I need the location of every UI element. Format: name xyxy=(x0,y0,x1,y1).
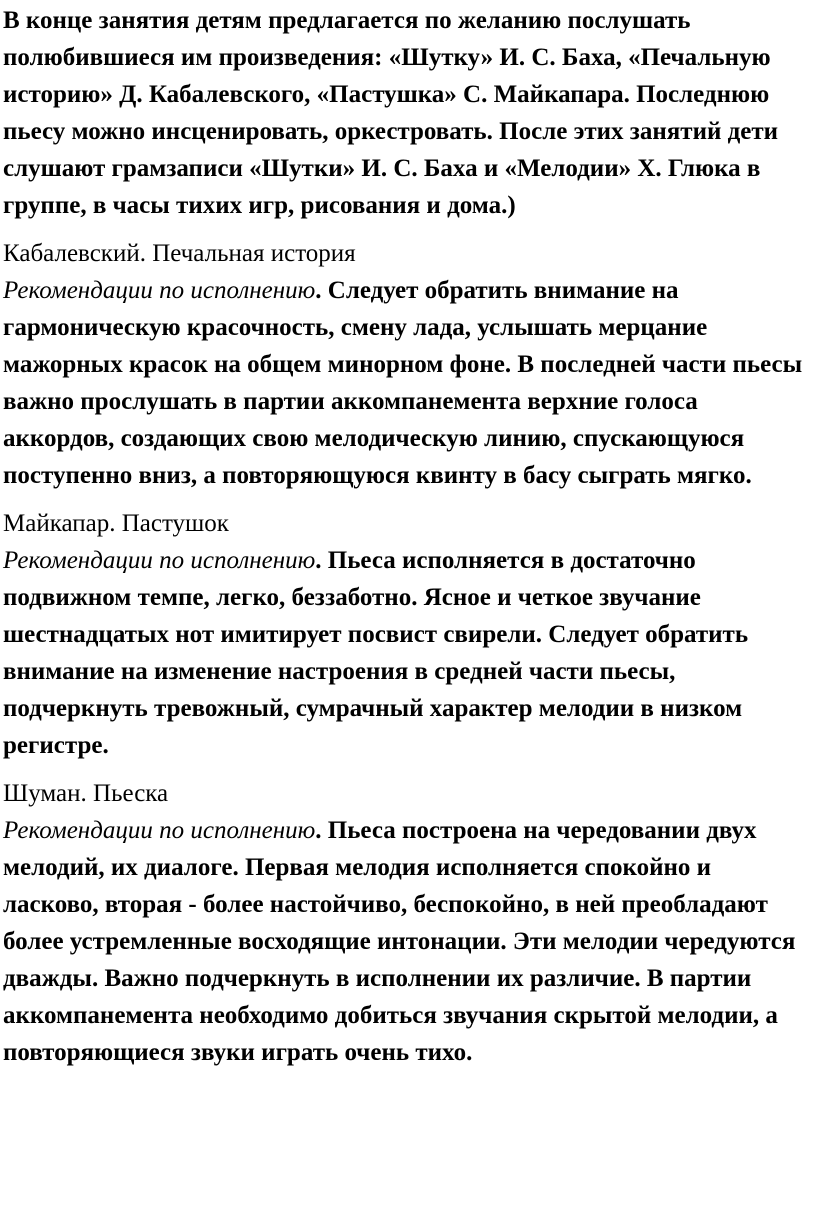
document-page xyxy=(3,2,809,1082)
section-title: Майкапар. Пастушок xyxy=(3,510,229,537)
section-title: Шуман. Пьеска xyxy=(3,780,169,807)
section-text: . Следует обратить внимание на гармоническую красочность, смену лада, услышать мерцание мажорных красок на общем минорном фоне. В последней части пьесы важно прослушать в партии аккомпанемента верхние голоса аккордов, создающих свою мелодическую линию, спускающуюся поступенно вниз, а повторяющуюся квинту в басу сыграть мягко. xyxy=(3,277,803,489)
section-text: . Пьеса исполняется в достаточно подвижном темпе, легко, беззаботно. Ясное и четкое звучание шестнадцатых нот имитирует посвист свирели. Следует обратить внимание на изменение настроения в средней части пьесы, подчеркнуть тревожный, сумрачный характер мелодии в низком регистре. xyxy=(3,547,749,759)
section-kabalevsky xyxy=(3,235,809,494)
intro-paragraph: В конце занятия детям предлагается по желанию послушать полюбившиеся им произведения: «Шутку» И. С. Баха, «Печальную историю» Д. Кабалевского, «Пастушка» С. Майкапара. Последнюю пьесу можно инсценировать, оркестровать. После этих занятий дети слушают грамзаписи «Шутки» И. С. Баха и «Мелодии» Х. Глюка в группе, в часы тихих игр, рисования и дома.) xyxy=(3,7,779,219)
recommendation-label: Рекомендации по исполнению xyxy=(3,277,316,304)
section-title: Кабалевский. Печальная история xyxy=(3,240,356,267)
section-schumann xyxy=(3,775,809,1071)
recommendation-label: Рекомендации по исполнению xyxy=(3,817,316,844)
recommendation-label: Рекомендации по исполнению xyxy=(3,547,316,574)
section-maykapar xyxy=(3,505,809,764)
section-text: . Пьеса построена на чередовании двух мелодий, их диалоге. Первая мелодия исполняется спокойно и ласково, вторая - более настойчиво, беспокойно, в ней преобладают более устремленные восходящие интонации. Эти мелодии чередуются дважды. Важно подчеркнуть в исполнении их различие. В партии аккомпанемента необходимо добиться звучания скрытой мелодии, а повторяющиеся звуки играть очень тихо. xyxy=(3,817,796,1066)
